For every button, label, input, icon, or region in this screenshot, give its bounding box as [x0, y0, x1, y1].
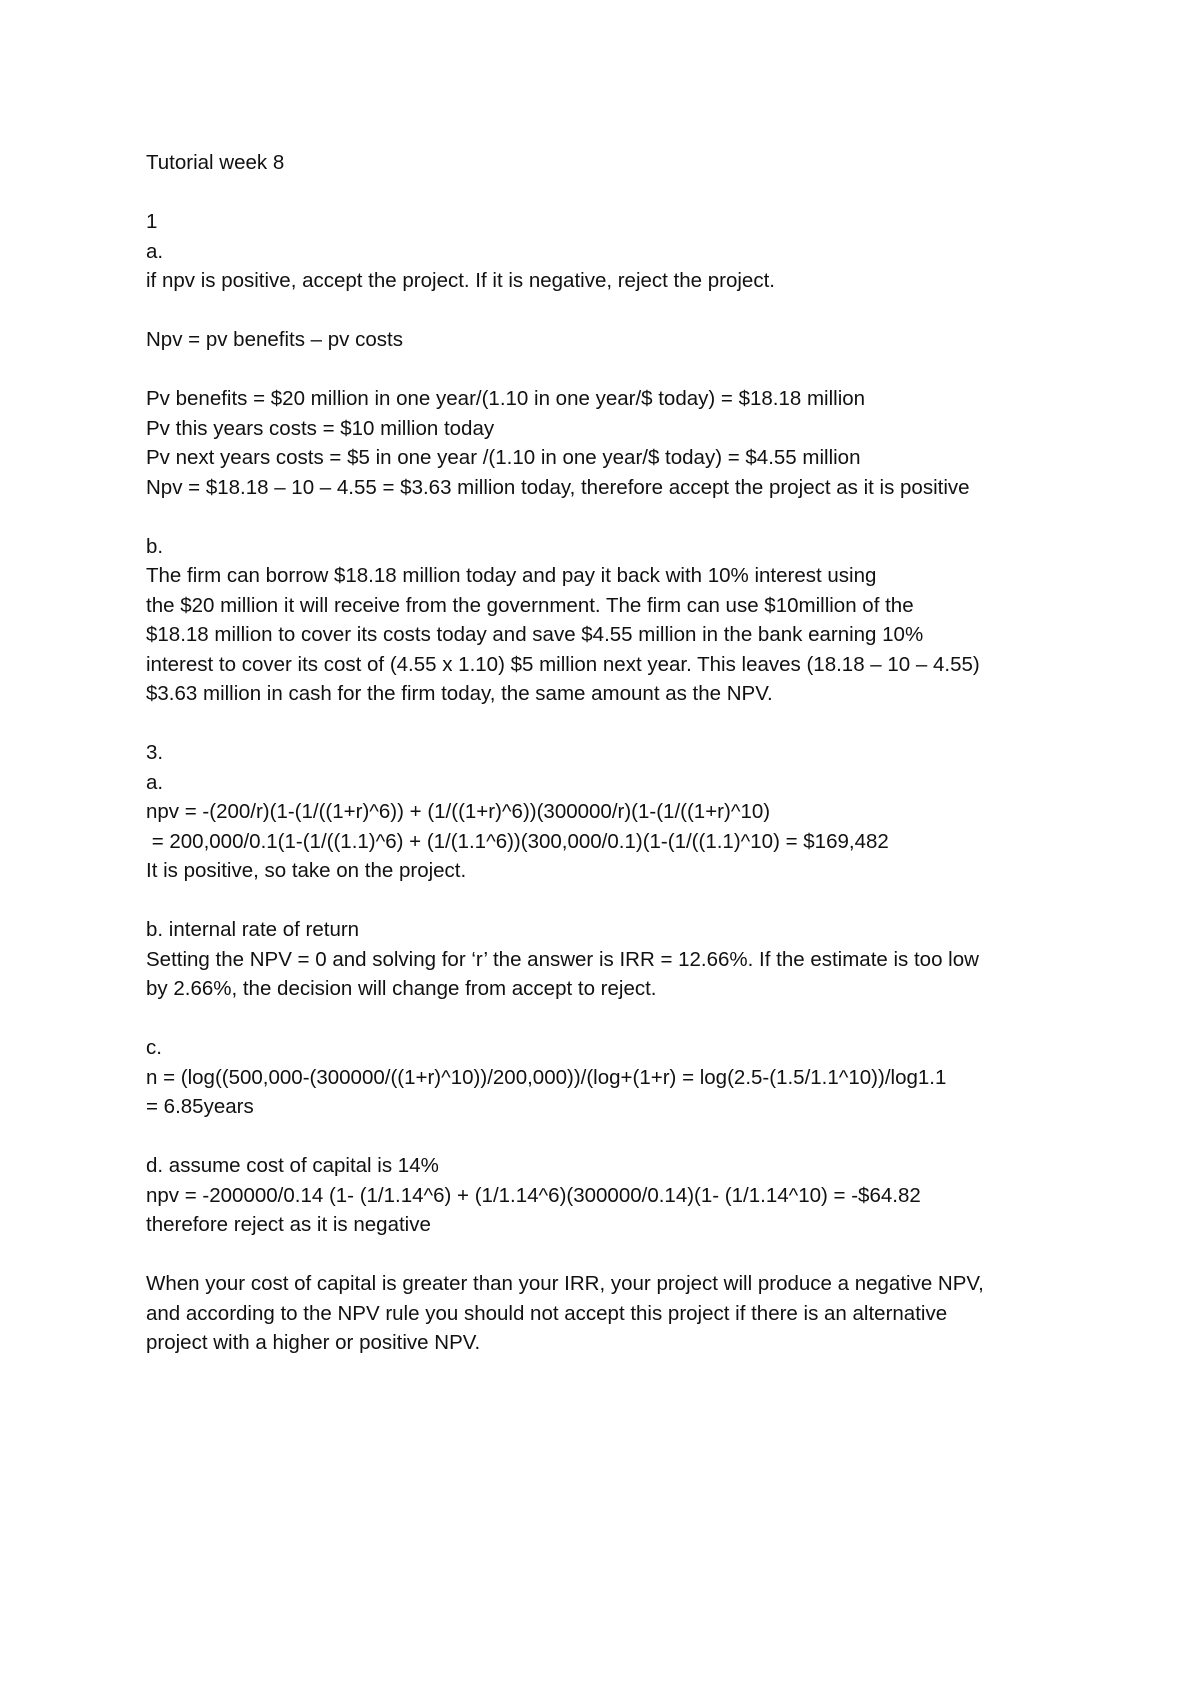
question-1b-line: the $20 million it will receive from the government. The firm can use $10million of the: [146, 593, 914, 617]
question-1a-line: [146, 296, 1086, 326]
question-1a-line: Pv benefits = $20 million in one year/(1.10 in one year/$ today) = $18.18 million: [146, 387, 866, 410]
spacer: [146, 1240, 1086, 1270]
document-body: [146, 148, 1086, 1358]
question-1a-line: Pv this years costs = $10 million today: [146, 416, 495, 440]
question-1b-line: interest to cover its cost of (4.55 x 1.10) $5 million next year. This leaves (18.18 – 10 – 4.55): [146, 652, 980, 676]
spacer: [146, 1122, 1086, 1152]
spacer: [146, 1004, 1086, 1034]
conclusion-line: When your cost of capital is greater than your IRR, your project will produce a negative NPV,: [146, 1272, 984, 1295]
document-title: Tutorial week 8: [146, 151, 285, 174]
question-3b-label: b. internal rate of return: [146, 918, 360, 941]
question-1a-line: Npv = pv benefits – pv costs: [146, 328, 403, 351]
question-1b-line: The firm can borrow $18.18 million today and pay it back with 10% interest using: [146, 564, 877, 587]
question-3c-label: c.: [146, 1036, 162, 1059]
question-3d-line: npv = -200000/0.14 (1- (1/1.14^6) + (1/1.14^6)(300000/0.14)(1- (1/1.14^10) = -$64.82: [146, 1183, 921, 1207]
question-3b-line: by 2.66%, the decision will change from accept to reject.: [146, 977, 657, 1000]
question-3-number: 3.: [146, 741, 164, 764]
question-1a-line: if npv is positive, accept the project. If it is negative, reject the project.: [146, 269, 775, 292]
spacer: [146, 709, 1086, 739]
question-1a-line: Npv = $18.18 – 10 – 4.55 = $3.63 million today, therefore accept the project as it is positive: [146, 475, 970, 499]
question-3d-label: d. assume cost of capital is 14%: [146, 1154, 439, 1177]
question-1a-line: Pv next years costs = $5 in one year /(1.10 in one year/$ today) = $4.55 million: [146, 446, 861, 469]
question-3a-label: a.: [146, 770, 164, 794]
conclusion-line: and according to the NPV rule you should not accept this project if there is an alternative: [146, 1301, 948, 1325]
question-3d-line: therefore reject as it is negative: [146, 1213, 431, 1236]
question-1-number: 1: [146, 210, 158, 233]
question-1b-line: $18.18 million to cover its costs today and save $4.55 million in the bank earning 10%: [146, 623, 924, 646]
question-3c-line: n = (log((500,000-(300000/((1+r)^10))/200,000))/(log+(1+r) = log(2.5-(1.5/1.1^10))/log1.1: [146, 1065, 947, 1089]
question-3b-line: Setting the NPV = 0 and solving for ‘r’ the answer is IRR = 12.66%. If the estimate is too low: [146, 947, 979, 971]
conclusion-line: project with a higher or positive NPV.: [146, 1331, 481, 1354]
question-1b-line: $3.63 million in cash for the firm today, the same amount as the NPV.: [146, 682, 773, 705]
question-3a-line: = 200,000/0.1(1-(1/((1.1)^6) + (1/(1.1^6))(300,000/0.1)(1-(1/((1.1)^10) = $169,482: [146, 829, 889, 853]
question-1b-label: b.: [146, 534, 164, 558]
spacer: [146, 886, 1086, 916]
question-3a-line: npv = -(200/r)(1-(1/((1+r)^6)) + (1/((1+r)^6))(300000/r)(1-(1/((1+r)^10): [146, 800, 771, 823]
spacer: [146, 502, 1086, 532]
question-3a-line: It is positive, so take on the project.: [146, 859, 467, 882]
question-1a-label: a.: [146, 239, 164, 263]
question-3c-line: = 6.85years: [146, 1095, 254, 1118]
spacer: [146, 178, 1086, 208]
question-1a-line: [146, 355, 1086, 385]
